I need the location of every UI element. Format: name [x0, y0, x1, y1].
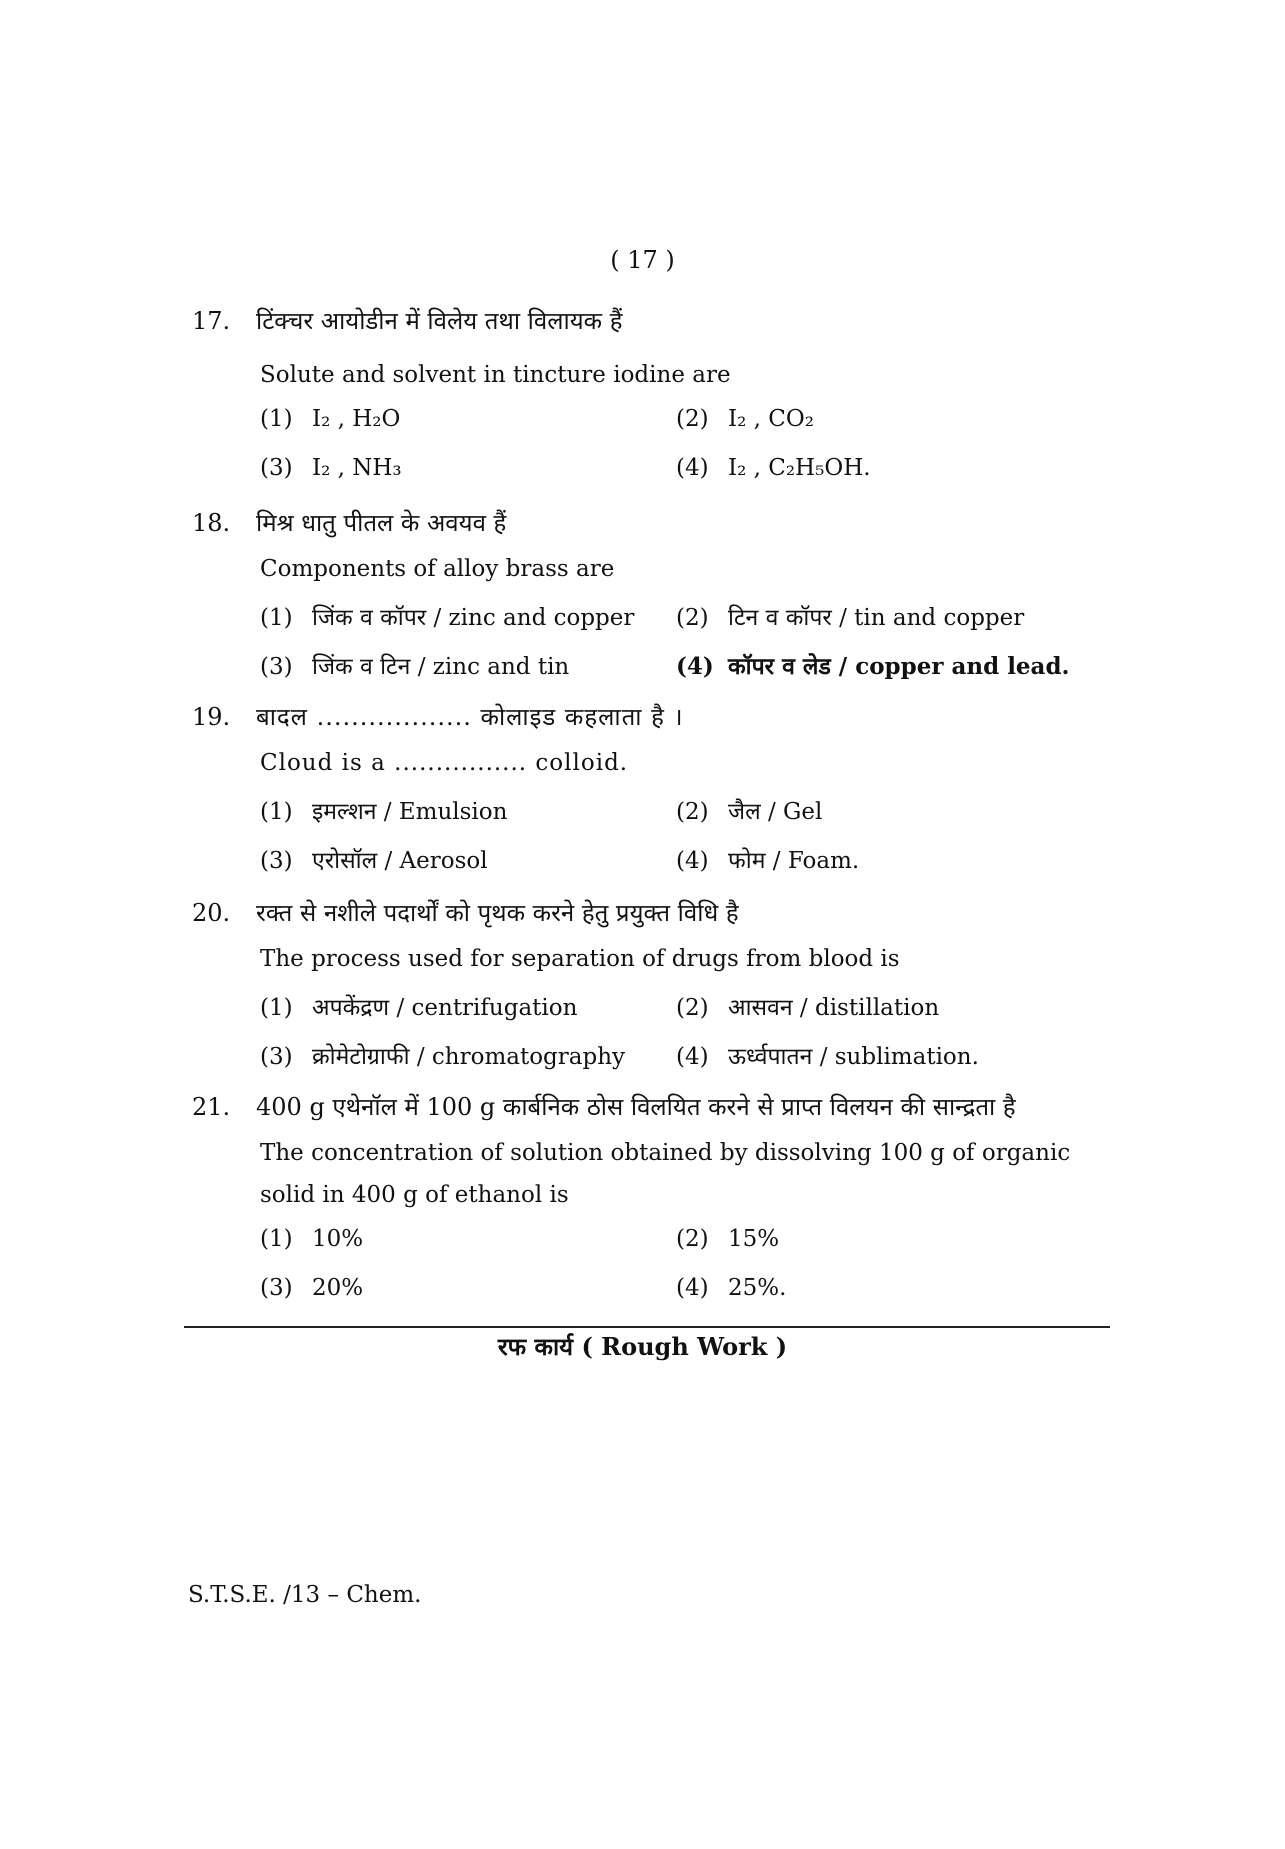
question-19 — [192, 698, 1112, 882]
option-2[interactable]: (2) टिन व कॉपर / tin and copper — [676, 605, 1025, 631]
question-number: 18. — [192, 509, 231, 537]
page-number: ( 17 ) — [610, 246, 675, 274]
question-english: Components of alloy brass are — [260, 556, 615, 582]
option-4[interactable]: (4) फोम / Foam. — [676, 848, 860, 874]
option-3[interactable]: (3) क्रोमेटोग्राफी / chromatography — [260, 1044, 626, 1070]
question-21 — [192, 1088, 1112, 1314]
option-3[interactable]: (3) एरोसॉल / Aerosol — [260, 848, 488, 874]
question-18 — [192, 504, 1112, 688]
question-number: 21. — [192, 1093, 231, 1121]
option-2[interactable]: (2) I₂ , CO₂ — [676, 406, 814, 432]
question-hindi: बादल .................. कोलाइड कहलाता है । — [256, 703, 684, 731]
question-hindi: 400 g एथेनॉल में 100 g कार्बनिक ठोस विलयित करने से प्राप्त विलयन की सान्द्रता है — [256, 1093, 1016, 1121]
option-4[interactable]: (4) 25%. — [676, 1275, 787, 1301]
footer-code: S.T.S.E. /13 – Chem. — [188, 1582, 422, 1608]
option-2[interactable]: (2) जैल / Gel — [676, 799, 823, 825]
option-1[interactable]: (1) 10% — [260, 1226, 364, 1252]
option-1[interactable]: (1) I₂ , H₂O — [260, 406, 401, 432]
option-4[interactable]: (4) कॉपर व लेड / copper and lead. — [676, 653, 1070, 680]
question-english-line-1: The concentration of solution obtained by dissolving 100 g of organic — [260, 1140, 1071, 1166]
question-number: 20. — [192, 899, 231, 927]
option-4[interactable]: (4) ऊर्ध्वपातन / sublimation. — [676, 1044, 979, 1070]
option-3[interactable]: (3) I₂ , NH₃ — [260, 455, 402, 481]
option-3[interactable]: (3) जिंक व टिन / zinc and tin — [260, 654, 570, 680]
divider — [184, 1326, 1110, 1328]
option-2[interactable]: (2) आसवन / distillation — [676, 995, 940, 1021]
question-hindi: रक्त से नशीले पदार्थों को पृथक करने हेतु प्रयुक्त विधि है — [256, 899, 739, 927]
question-20 — [192, 894, 1112, 1078]
option-1[interactable]: (1) इमल्शन / Emulsion — [260, 799, 508, 825]
option-1[interactable]: (1) जिंक व कॉपर / zinc and copper — [260, 605, 635, 631]
question-number: 17. — [192, 307, 231, 335]
option-1[interactable]: (1) अपकेंद्रण / centrifugation — [260, 995, 578, 1021]
question-number: 19. — [192, 703, 231, 731]
question-english-line-2: solid in 400 g of ethanol is — [260, 1182, 569, 1208]
question-17 — [192, 302, 1112, 494]
option-2[interactable]: (2) 15% — [676, 1226, 780, 1252]
option-3[interactable]: (3) 20% — [260, 1275, 364, 1301]
question-english: The process used for separation of drugs from blood is — [260, 946, 900, 972]
question-english: Cloud is a ................ colloid. — [260, 750, 629, 776]
question-english: Solute and solvent in tincture iodine are — [260, 362, 731, 388]
question-hindi: मिश्र धातु पीतल के अवयव हैं — [256, 509, 507, 537]
rough-work-heading: रफ कार्य ( Rough Work ) — [497, 1332, 788, 1361]
option-4[interactable]: (4) I₂ , C₂H₅OH. — [676, 455, 871, 481]
question-hindi: टिंक्चर आयोडीन में विलेय तथा विलायक हैं — [256, 307, 623, 335]
